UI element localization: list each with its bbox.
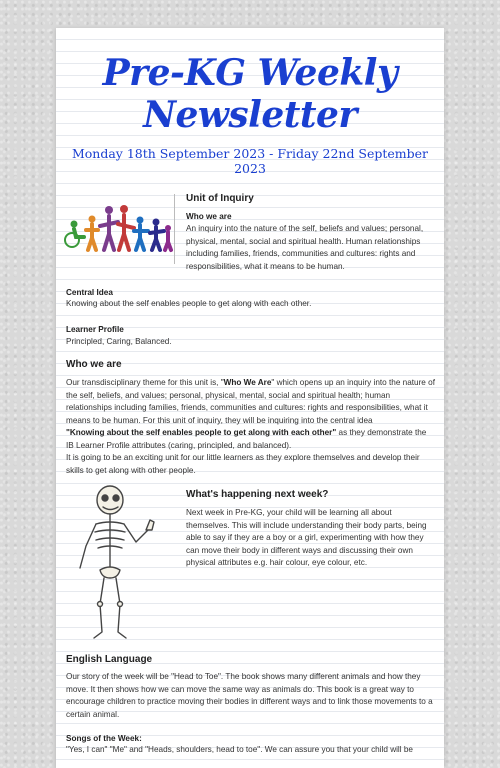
unit-heading: Unit of Inquiry (186, 193, 254, 204)
newsletter-page (56, 28, 444, 768)
next-week-text: Next week in Pre-KG, your child will be learning all about themselves. This will include understanding their body parts, being able to say if they are a boy or a girl, experimenting with how they can move their body in different ways and discussing their own physical attributes e.g. hair colour, eye colour, etc. (186, 508, 427, 567)
unit-text: An inquiry into the nature of the self, beliefs and values; personal, physical, mental, social and spiritual health. Human relationships including families, friends, communities and cultures: rights and responsibilities, what it means to be human. (186, 224, 424, 271)
divider (174, 194, 175, 264)
songs-text: "Yes, I can" "Me" and "Heads, shoulders, head to toe". We can assure you that your child will be (66, 745, 413, 754)
songs-heading: Songs of the Week: (66, 734, 142, 743)
central-idea-heading: Central Idea (66, 288, 113, 297)
english-heading: English Language (66, 654, 153, 665)
next-week-heading: What's happening next week? (186, 489, 329, 500)
learner-profile-text: Principled, Caring, Balanced. (66, 337, 172, 346)
unit-subheading: Who we are (186, 212, 232, 221)
family-people-icon (64, 204, 174, 256)
newsletter-title: Pre-KG Weekly Newsletter (102, 52, 398, 136)
who-we-are-text: Our transdisciplinary theme for this unit is, "Who We Are" which opens up an inquiry into the nature of the self, beliefs, and values; personal, physical, mental, social and spiritual health; human relationships including families, friends, communities and cultures: rights and responsibilities, what it means to be human. For this unit of inquiry, they will be inquiring into the central idea "Knowing about the self enables people to get along with each other" as they demonstrate the IB Learner Profile attributes (caring, principled, and balanced). It is going to be an exciting unit for our little learners as they explore themselves and develop their skills to get along with other people. (66, 378, 435, 475)
learner-profile-heading: Learner Profile (66, 325, 124, 334)
central-idea-text: Knowing about the self enables people to get along with each other. (66, 299, 312, 308)
english-text: Our story of the week will be "Head to Toe". The book shows many different animals and how they move. It then shows how we can move the same way as animals do. This book is a great way to encourage children to practice moving their bodies in different ways and to link those movements to a certain animal. (66, 672, 433, 719)
skeleton-thumbs-up-icon (70, 484, 170, 644)
who-we-are-heading: Who we are (66, 359, 122, 370)
date-range: Monday 18th September 2023 - Friday 22nd September 2023 (71, 146, 429, 176)
